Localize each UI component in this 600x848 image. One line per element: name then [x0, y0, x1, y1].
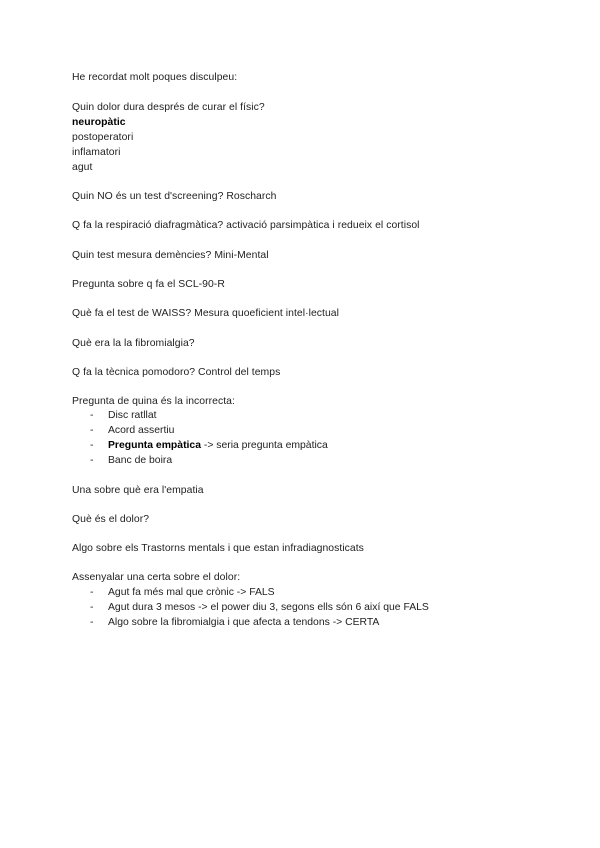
question-8: Q fa la tècnica pomodoro? Control del temps — [72, 367, 281, 378]
answer-option: agut — [72, 162, 93, 173]
question-5: Pregunta sobre q fa el SCL-90-R — [72, 279, 225, 290]
question-9: Pregunta de quina és la incorrecta: — [72, 396, 235, 407]
list-dash: - — [90, 587, 94, 598]
list-item-answer — [108, 439, 328, 453]
list-dash: - — [90, 440, 94, 451]
question-10: Una sobre què era l'empatia — [72, 485, 204, 496]
question-1: Quin dolor dura després de curar el físic? — [72, 102, 265, 113]
list-dash: - — [90, 455, 94, 466]
list-item: Agut fa més mal que crònic -> FALS — [108, 587, 275, 598]
list-item: Disc ratllat — [108, 410, 157, 421]
intro-text: He recordat molt poques disculpeu: — [72, 72, 238, 83]
list-item: Algo sobre la fibromialgia i que afecta a tendons -> CERTA — [108, 617, 380, 628]
list-item: Banc de boira — [108, 455, 173, 466]
list-dash: - — [90, 617, 94, 628]
question-4: Quin test mesura demències? Mini-Mental — [72, 250, 269, 261]
list-item: Acord assertiu — [108, 425, 175, 436]
list-dash: - — [90, 425, 94, 436]
question-12: Algo sobre els Trastorns mentals i que estan infradiagnosticats — [72, 543, 364, 554]
answer-option-correct: neuropàtic — [72, 117, 126, 128]
question-6: Què fa el test de WAISS? Mesura quoeficient intel·lectual — [72, 308, 339, 319]
list-item: Agut dura 3 mesos -> el power diu 3, segons ells són 6 així que FALS — [108, 602, 429, 613]
answer-note: -> seria pregunta empàtica — [200, 440, 328, 451]
question-7: Què era la la fibromialgia? — [72, 338, 195, 349]
answer-option: postoperatori — [72, 132, 134, 143]
list-dash: - — [90, 602, 94, 613]
question-3: Q fa la respiració diafragmàtica? activació parsimpàtica i redueix el cortisol — [72, 220, 420, 231]
question-13: Assenyalar una certa sobre el dolor: — [72, 572, 241, 583]
bold-answer: Pregunta empàtica — [108, 440, 201, 451]
list-dash: - — [90, 410, 94, 421]
question-11: Què és el dolor? — [72, 514, 150, 525]
answer-option: inflamatori — [72, 147, 121, 158]
question-2: Quin NO és un test d'screening? Roscharch — [72, 191, 277, 202]
